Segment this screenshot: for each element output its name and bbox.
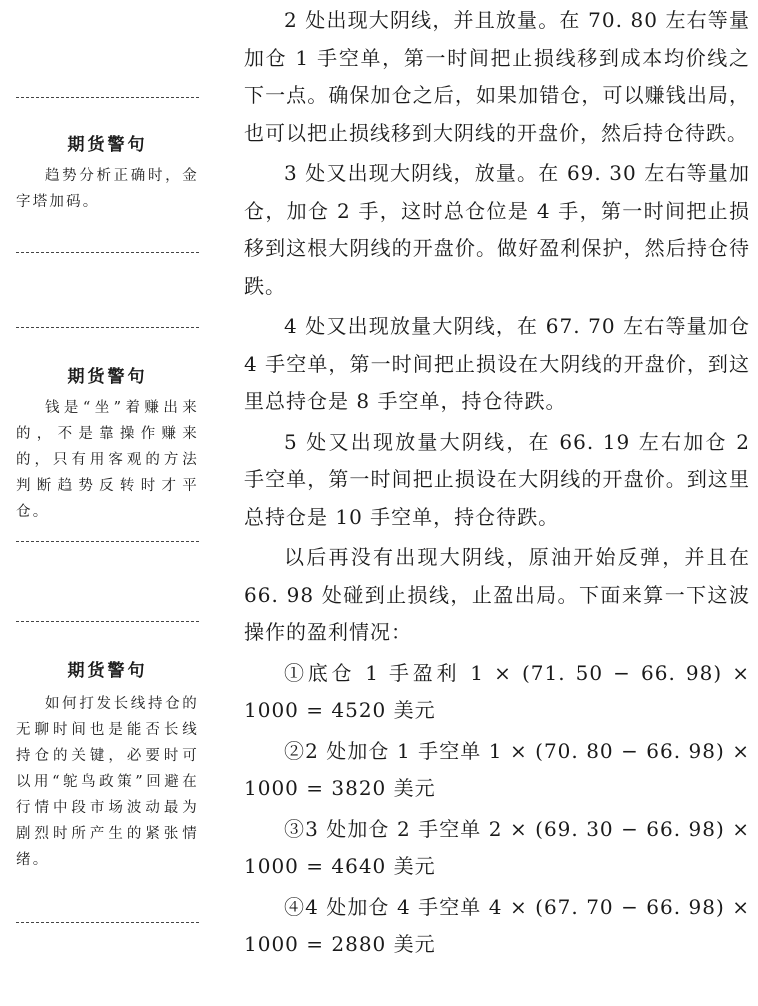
body-paragraph: 3 处又出现大阴线，放量。在 69. 30 左右等量加仓，加仓 2 手，这时总仓位是 4 手，第一时间把止损移到这根大阴线的开盘价。做好盈利保护，然后持仓待跌。 xyxy=(244,161,750,298)
body-paragraph: 5 处又出现放量大阴线，在 66. 19 左右加仓 2 手空单，第一时间把止损设在大阴线的开盘价。到这里总持仓是 10 手空单，持仓待跌。 xyxy=(244,429,750,529)
sidebar-quote-text: 趋势分析正确时，金字塔加码。 xyxy=(16,168,199,210)
sidebar-quote-text: 钱是“坐”着赚出来的，不是靠操作赚来的，只有用客观的方法判断趋势反转时才平仓。 xyxy=(16,400,199,520)
main-text xyxy=(244,2,750,964)
body-paragraph: 4 处又出现放量大阴线，在 67. 70 左右等量加仓 4 手空单，第一时间把止损设在大阴线的开盘价，到这里总持仓是 8 手空单，持仓待跌。 xyxy=(244,314,750,413)
profit-item: ②2 处加仓 1 手空单 1 × (70. 80 − 66. 98) × 1000 = 3820 美元 xyxy=(244,738,750,800)
sidebar-quote-title: 期货警句 xyxy=(67,135,148,155)
profit-item: ④4 处加仓 4 手空单 4 × (67. 70 − 66. 98) × 1000 = 2880 美元 xyxy=(244,894,750,956)
sidebar-quote-box-3 xyxy=(16,621,199,923)
profit-item: ③3 处加仓 2 手空单 2 × (69. 30 − 66. 98) × 1000 = 4640 美元 xyxy=(244,816,750,878)
sidebar-quote-title: 期货警句 xyxy=(67,661,148,681)
sidebar-quote-title: 期货警句 xyxy=(67,367,148,387)
profit-item: ①底仓 1 手盈利 1 × (71. 50 − 66. 98) × 1000 = 4520 美元 xyxy=(244,660,750,722)
sidebar-quote-box-1 xyxy=(16,97,199,253)
sidebar-quote-text: 如何打发长线持仓的无聊时间也是能否长线持仓的关键，必要时可以用“鸵鸟政策”回避在行情中段市场波动最为剧烈时所产生的紧张情绪。 xyxy=(16,696,199,868)
sidebar xyxy=(0,0,215,1006)
body-paragraph: 2 处出现大阴线，并且放量。在 70. 80 左右等量加仓 1 手空单，第一时间把止损线移到成本均价线之下一点。确保加仓之后，如果加错仓，可以赚钱出局，也可以把止损线移到大阴线的开盘价，然后持仓待跌。 xyxy=(244,8,750,145)
sidebar-quote-box-2 xyxy=(16,327,199,542)
body-paragraph: 以后再没有出现大阴线，原油开始反弹，并且在 66. 98 处碰到止损线，止盈出局。下面来算一下这波操作的盈利情况： xyxy=(244,545,750,644)
